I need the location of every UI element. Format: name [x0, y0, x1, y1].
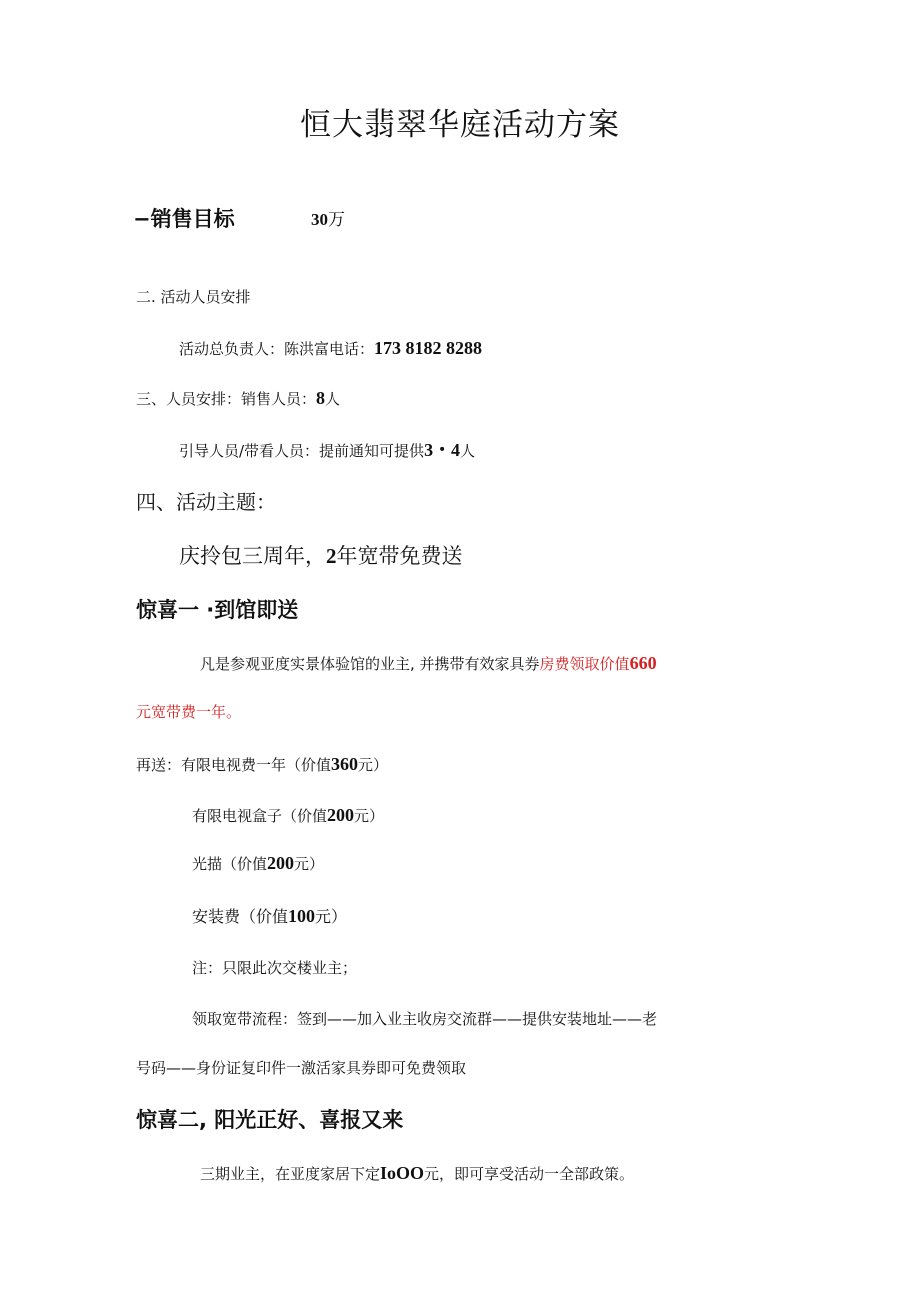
sales-target-value [311, 211, 345, 229]
tv-box-number: 200 [327, 805, 355, 825]
scan-post: 元） [294, 855, 325, 873]
surprise1-intro-line2: 元宽带费一年。 [136, 703, 242, 721]
leader-text: 活动总负责人：陈洪富电话： [179, 340, 375, 358]
note-line: 注：只限此次交楼业主； [192, 959, 358, 977]
theme-post: 年宽带免费送 [336, 544, 463, 568]
staff-sales-number: 8 [316, 388, 326, 408]
tv-box-post: 元） [354, 807, 385, 825]
install-pre: 安装费（价值 [192, 907, 289, 926]
surprise1-heading: 惊喜一 ·到馆即送 [136, 598, 299, 622]
surprise1-intro-red: 房费领取价值 [539, 655, 630, 673]
sales-target-label: −销售目标 [133, 207, 235, 231]
staff-heading: 二. 活动人员安排 [136, 288, 251, 306]
leader-line [179, 339, 482, 357]
surprise1-intro-black: 凡是参观亚度实景体验馆的业主, 并携带有效家具券 [200, 655, 540, 673]
sales-target-unit: 万 [328, 210, 345, 230]
staff-guide-line [179, 441, 475, 459]
theme-line [179, 546, 463, 567]
staff-guide-text: 引导人员/带看人员：提前通知可提供 [179, 442, 425, 460]
resend-post: 元） [358, 756, 389, 774]
leader-phone: 173 8182 8288 [374, 338, 483, 358]
install-line [192, 907, 347, 925]
sales-target-number: 30 [311, 210, 328, 229]
staff-guide-unit: 人 [460, 442, 476, 460]
resend-pre: 再送：有限电视费一年（价值 [136, 756, 332, 774]
tv-box-pre: 有限电视盒子（价值 [192, 807, 328, 825]
resend-number: 360 [331, 754, 359, 774]
resend-line [136, 755, 388, 773]
flow-line-2: 号码——身份证复印件一激活家具券即可免费领取 [136, 1059, 467, 1077]
tv-box-line [192, 806, 384, 824]
staff-sales-text: 三、人员安排：销售人员： [136, 390, 317, 408]
theme-number: 2 [326, 544, 337, 568]
surprise2-heading: 惊喜二, 阳光正好、喜报又来 [136, 1108, 404, 1132]
staff-sales-unit: 人 [325, 390, 341, 408]
staff-sales-line [136, 389, 340, 407]
surprise1-intro [200, 654, 657, 672]
surprise2-text [200, 1164, 634, 1182]
theme-pre: 庆拎包三周年， [179, 544, 326, 568]
surprise1-intro-red-number: 660 [629, 653, 657, 673]
theme-heading: 四、活动主题： [136, 490, 276, 514]
scan-number: 200 [267, 853, 295, 873]
scan-pre: 光描（价值 [192, 855, 268, 873]
scan-line [192, 854, 324, 872]
staff-guide-number: 3・4 [424, 440, 461, 460]
surprise2-text-pre: 三期业主，在亚度家居下定 [200, 1165, 381, 1183]
surprise2-text-post: 元，即可享受活动一全部政策。 [424, 1165, 635, 1183]
document-title: 恒大翡翠华庭活动方案 [300, 107, 620, 143]
install-number: 100 [288, 906, 316, 926]
flow-line-1: 领取宽带流程：签到——加入业主收房交流群——提供安装地址——老 [192, 1010, 658, 1028]
install-post: 元） [315, 907, 348, 926]
surprise2-text-number: IoOO [380, 1163, 425, 1183]
